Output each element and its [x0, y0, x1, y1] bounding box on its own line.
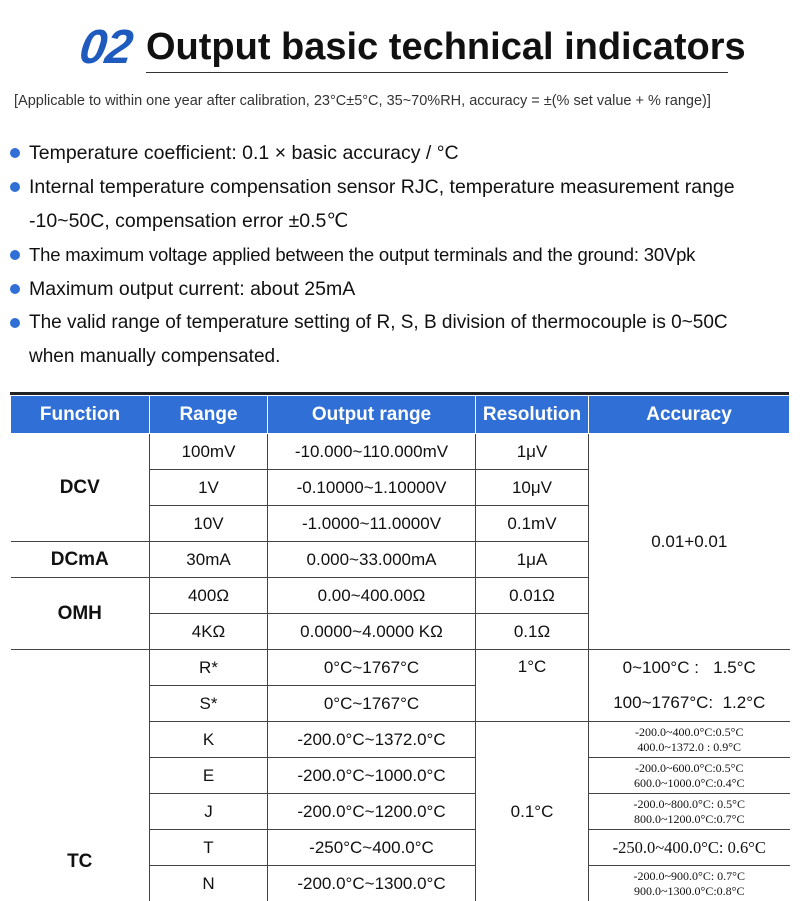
resolution-cell: 0.1Ω — [476, 614, 589, 650]
spec-table — [10, 395, 790, 901]
resolution-cell: 0.1mV — [476, 506, 589, 542]
accuracy-cell: 0~100°C : 1.5°C — [589, 650, 790, 686]
header-resolution: Resolution — [476, 396, 589, 434]
output-cell: -200.0°C~1200.0°C — [268, 794, 476, 830]
range-cell: K — [150, 722, 268, 758]
subtitle: [Applicable to within one year after calibration, 23°C±5°C, 35~70%RH, accuracy = ±(% set value + % range)] — [14, 93, 800, 109]
range-cell: 4KΩ — [150, 614, 268, 650]
accuracy-line: -200.0~800.0°C: 0.5°C — [589, 797, 790, 812]
header-range: Range — [150, 396, 268, 434]
bullet-dot-icon — [10, 182, 20, 192]
accuracy-line: 800.0~1200.0°C:0.7°C — [589, 812, 790, 827]
accuracy-line: 900.0~1300.0°C:0.8°C — [589, 884, 790, 899]
bullet-list — [10, 136, 800, 374]
range-cell: S* — [150, 686, 268, 722]
output-cell: 0.0000~4.0000 KΩ — [268, 614, 476, 650]
bullet-text: The maximum voltage applied between the output terminals and the ground: 30Vpk — [29, 238, 800, 272]
accuracy-cell: -250.0~400.0°C: 0.6°C — [589, 830, 790, 866]
output-cell: 0.000~33.000mA — [268, 542, 476, 578]
accuracy-line: 400.0~1372.0 : 0.9°C — [589, 740, 790, 755]
table-row — [11, 434, 790, 470]
output-cell: 0.00~400.00Ω — [268, 578, 476, 614]
range-cell: 400Ω — [150, 578, 268, 614]
title-underline — [146, 72, 728, 73]
range-cell: 10V — [150, 506, 268, 542]
accuracy-cell — [589, 722, 790, 758]
header-accuracy: Accuracy — [589, 396, 790, 434]
accuracy-cell — [589, 866, 790, 901]
range-cell: J — [150, 794, 268, 830]
section-number: 02 — [76, 22, 135, 74]
range-cell: N — [150, 866, 268, 901]
resolution-cell: 0.01Ω — [476, 578, 589, 614]
output-cell: -1.0000~11.0000V — [268, 506, 476, 542]
bullet-item — [10, 136, 800, 170]
output-cell: 0°C~1767°C — [268, 650, 476, 686]
range-cell: T — [150, 830, 268, 866]
output-cell: -250°C~400.0°C — [268, 830, 476, 866]
range-cell: 30mA — [150, 542, 268, 578]
resolution-cell: 10μV — [476, 470, 589, 506]
output-cell: -200.0°C~1300.0°C — [268, 866, 476, 901]
table-header-row — [11, 396, 790, 434]
range-cell: E — [150, 758, 268, 794]
output-cell: -200.0°C~1000.0°C — [268, 758, 476, 794]
accuracy-cell: 0.01+0.01 — [589, 434, 790, 650]
output-cell: -0.10000~1.10000V — [268, 470, 476, 506]
accuracy-line: -200.0~900.0°C: 0.7°C — [589, 869, 790, 884]
bullet-line: The valid range of temperature setting of R, S, B division of thermocouple is 0~50C — [29, 312, 728, 333]
bullet-dot-icon — [10, 284, 20, 294]
bullet-item — [10, 272, 800, 306]
bullet-text — [29, 306, 800, 374]
bullet-dot-icon — [10, 250, 20, 260]
range-cell: 100mV — [150, 434, 268, 470]
bullet-item — [10, 238, 800, 272]
accuracy-cell — [589, 758, 790, 794]
output-cell: 0°C~1767°C — [268, 686, 476, 722]
range-cell: 1V — [150, 470, 268, 506]
output-cell: -200.0°C~1372.0°C — [268, 722, 476, 758]
bullet-line: when manually compensated. — [29, 346, 280, 367]
accuracy-cell: 100~1767°C: 1.2°C — [589, 686, 790, 722]
table-row — [11, 650, 790, 686]
resolution-cell: 1μA — [476, 542, 589, 578]
resolution-cell: 0.1°C — [476, 722, 589, 901]
accuracy-line: -200.0~400.0°C:0.5°C — [589, 725, 790, 740]
function-cell: TC — [11, 650, 150, 901]
bullet-text: Temperature coefficient: 0.1 × basic accuracy / °C — [29, 136, 800, 170]
bullet-dot-icon — [10, 318, 20, 328]
range-cell: R* — [150, 650, 268, 686]
accuracy-cell — [589, 794, 790, 830]
resolution-cell: 1μV — [476, 434, 589, 470]
function-cell: DCmA — [11, 542, 150, 578]
resolution-cell: 1°C — [476, 650, 589, 722]
bullet-text: Maximum output current: about 25mA — [29, 272, 800, 306]
bullet-dot-icon — [10, 148, 20, 158]
bullet-item — [10, 306, 800, 374]
bullet-text — [29, 170, 800, 238]
function-cell: OMH — [11, 578, 150, 650]
bullet-item — [10, 170, 800, 238]
page-title: Output basic technical indicators — [146, 24, 746, 70]
function-cell: DCV — [11, 434, 150, 542]
bullet-line: Internal temperature compensation sensor RJC, temperature measurement range — [29, 176, 735, 198]
accuracy-line: 600.0~1000.0°C:0.4°C — [589, 776, 790, 791]
header-output-range: Output range — [268, 396, 476, 434]
bullet-line: -10~50C, compensation error ±0.5℃ — [29, 210, 348, 232]
accuracy-line: -200.0~600.0°C:0.5°C — [589, 761, 790, 776]
output-cell: -10.000~110.000mV — [268, 434, 476, 470]
header-function: Function — [11, 396, 150, 434]
